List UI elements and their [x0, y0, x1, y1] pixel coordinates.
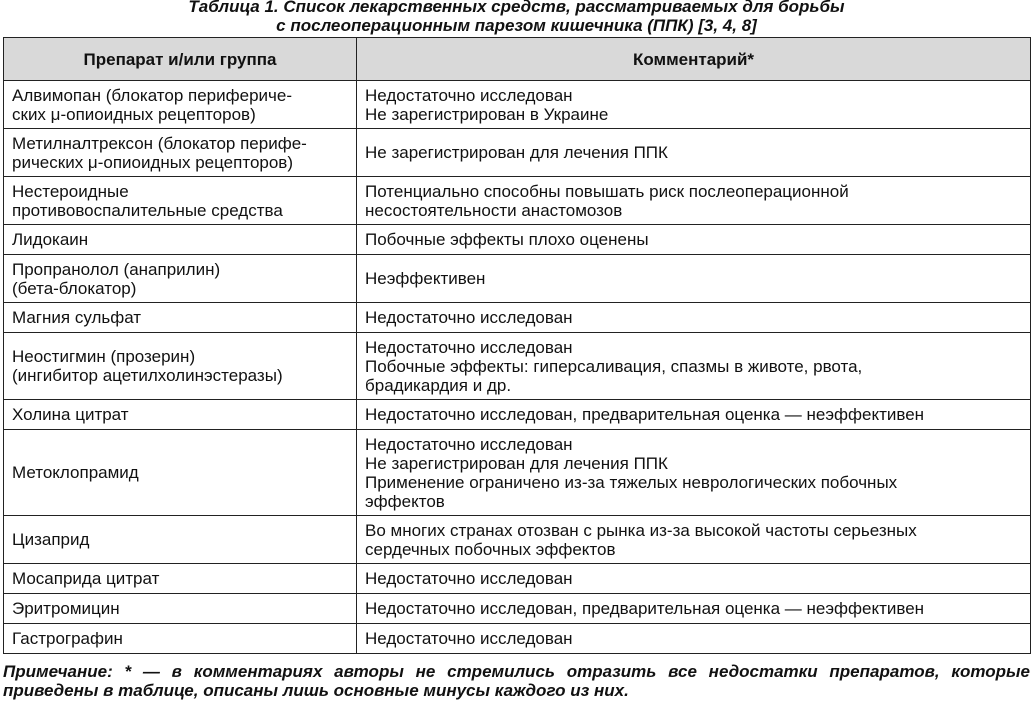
table-row	[4, 225, 1031, 255]
drug-cell-line: Магния сульфат	[12, 308, 142, 327]
comment-cell	[357, 400, 1031, 430]
comment-cell	[357, 225, 1031, 255]
table-row	[4, 624, 1031, 654]
comment-cell-line: Недостаточно исследован, предварительная оценка — неэффективен	[365, 599, 925, 618]
comment-cell-line: Недостаточно исследован	[365, 85, 573, 105]
table-row	[4, 594, 1031, 624]
table-row	[4, 177, 1031, 225]
drug-cell	[4, 400, 357, 430]
table-row	[4, 333, 1031, 400]
table-row	[4, 255, 1031, 303]
drug-cell-line: Цизаприд	[12, 530, 90, 549]
table-caption	[0, 0, 1033, 37]
comment-cell	[357, 516, 1031, 564]
comment-cell	[357, 81, 1031, 129]
table-header-row	[4, 38, 1031, 81]
drug-cell-line: Холина цитрат	[12, 405, 129, 424]
table-row	[4, 129, 1031, 177]
comment-cell-line: Во многих странах отозван с рынка из-за высокой частоты серьезных	[365, 520, 917, 540]
table-body	[4, 81, 1031, 654]
comment-cell-line: Неэффективен	[365, 269, 486, 288]
drug-cell	[4, 225, 357, 255]
drug-cell-line: Гастрографин	[12, 629, 123, 648]
table-row	[4, 564, 1031, 594]
drug-cell-line: Метилналтрексон (блокатор перифе-	[12, 133, 307, 153]
comment-cell	[357, 333, 1031, 400]
comment-cell-line: эффектов	[365, 491, 445, 511]
drug-cell	[4, 624, 357, 654]
comment-cell-line: Недостаточно исследован, предварительная оценка — неэффективен	[365, 405, 925, 424]
table-row	[4, 516, 1031, 564]
table-row	[4, 400, 1031, 430]
comment-cell	[357, 624, 1031, 654]
drug-cell	[4, 303, 357, 333]
comment-cell-line: Побочные эффекты: гиперсаливация, спазмы в животе, рвота,	[365, 356, 863, 376]
comment-cell	[357, 564, 1031, 594]
drug-cell-line: Метоклопрамид	[12, 463, 139, 482]
drug-cell	[4, 129, 357, 177]
drug-cell	[4, 255, 357, 303]
comment-cell-line: сердечных побочных эффектов	[365, 539, 616, 559]
header-drug-group: Препарат и/или группа	[4, 38, 357, 81]
drug-cell-line: Алвимопан (блокатор перифериче-	[12, 85, 292, 105]
caption-line-2: с послеоперационным парезом кишечника (ППК) [3, 4, 8]	[276, 16, 757, 35]
drug-cell	[4, 516, 357, 564]
comment-cell-line: Не зарегистрирован для лечения ППК	[365, 453, 668, 473]
drug-cell-line: Мосаприда цитрат	[12, 569, 160, 588]
drug-cell	[4, 430, 357, 516]
comment-cell-line: Недостаточно исследован	[365, 337, 573, 357]
comment-cell-line: Не зарегистрирован для лечения ППК	[365, 143, 668, 162]
drug-cell-line: Неостигмин (прозерин)	[12, 347, 196, 366]
comment-cell	[357, 129, 1031, 177]
comment-cell-line: Недостаточно исследован	[365, 629, 573, 648]
comment-cell-line: Применение ограничено из-за тяжелых неврологических побочных	[365, 472, 898, 492]
comment-cell-line: брадикардия и др.	[365, 375, 512, 395]
drug-cell	[4, 594, 357, 624]
drug-cell-line: рических μ-опиоидных рецепторов)	[12, 152, 293, 172]
header-comment: Комментарий*	[357, 38, 1031, 81]
drug-cell-line: ских μ-опиоидных рецепторов)	[12, 104, 256, 124]
comment-cell-line: несостоятельности анастомозов	[365, 200, 623, 220]
drug-cell	[4, 177, 357, 225]
drug-cell-line: (ингибитор ацетилхолинэстеразы)	[12, 366, 283, 385]
comment-cell	[357, 430, 1031, 516]
drug-cell-line: (бета-блокатор)	[12, 278, 137, 298]
table-row	[4, 303, 1031, 333]
comment-cell	[357, 255, 1031, 303]
table-note: Примечание: * — в комментариях авторы не стремились отразить все недостатки препаратов, которые приведены в таблице, описаны лишь основные минусы каждого из них.	[3, 662, 1030, 700]
comment-cell-line: Потенциально способны повышать риск послеоперационной	[365, 181, 849, 201]
table-row	[4, 81, 1031, 129]
drug-cell	[4, 333, 357, 400]
comment-cell	[357, 177, 1031, 225]
drug-cell-line: Нестероидные	[12, 181, 129, 201]
drug-cell-line: противовоспалительные средства	[12, 200, 283, 220]
drug-cell-line: Лидокаин	[12, 230, 89, 249]
comment-cell-line: Недостаточно исследован	[365, 434, 573, 454]
comment-cell	[357, 303, 1031, 333]
drug-cell-line: Эритромицин	[12, 599, 120, 618]
drug-cell	[4, 81, 357, 129]
comment-cell	[357, 594, 1031, 624]
drug-cell-line: Пропранолол (анаприлин)	[12, 259, 221, 279]
drug-table	[3, 37, 1031, 654]
comment-cell-line: Побочные эффекты плохо оценены	[365, 230, 649, 249]
comment-cell-line: Недостаточно исследован	[365, 569, 573, 588]
table-row	[4, 430, 1031, 516]
caption-line-1: Таблица 1. Список лекарственных средств, рассматриваемых для борьбы	[188, 0, 845, 16]
comment-cell-line: Недостаточно исследован	[365, 308, 573, 327]
comment-cell-line: Не зарегистрирован в Украине	[365, 104, 609, 124]
drug-cell	[4, 564, 357, 594]
